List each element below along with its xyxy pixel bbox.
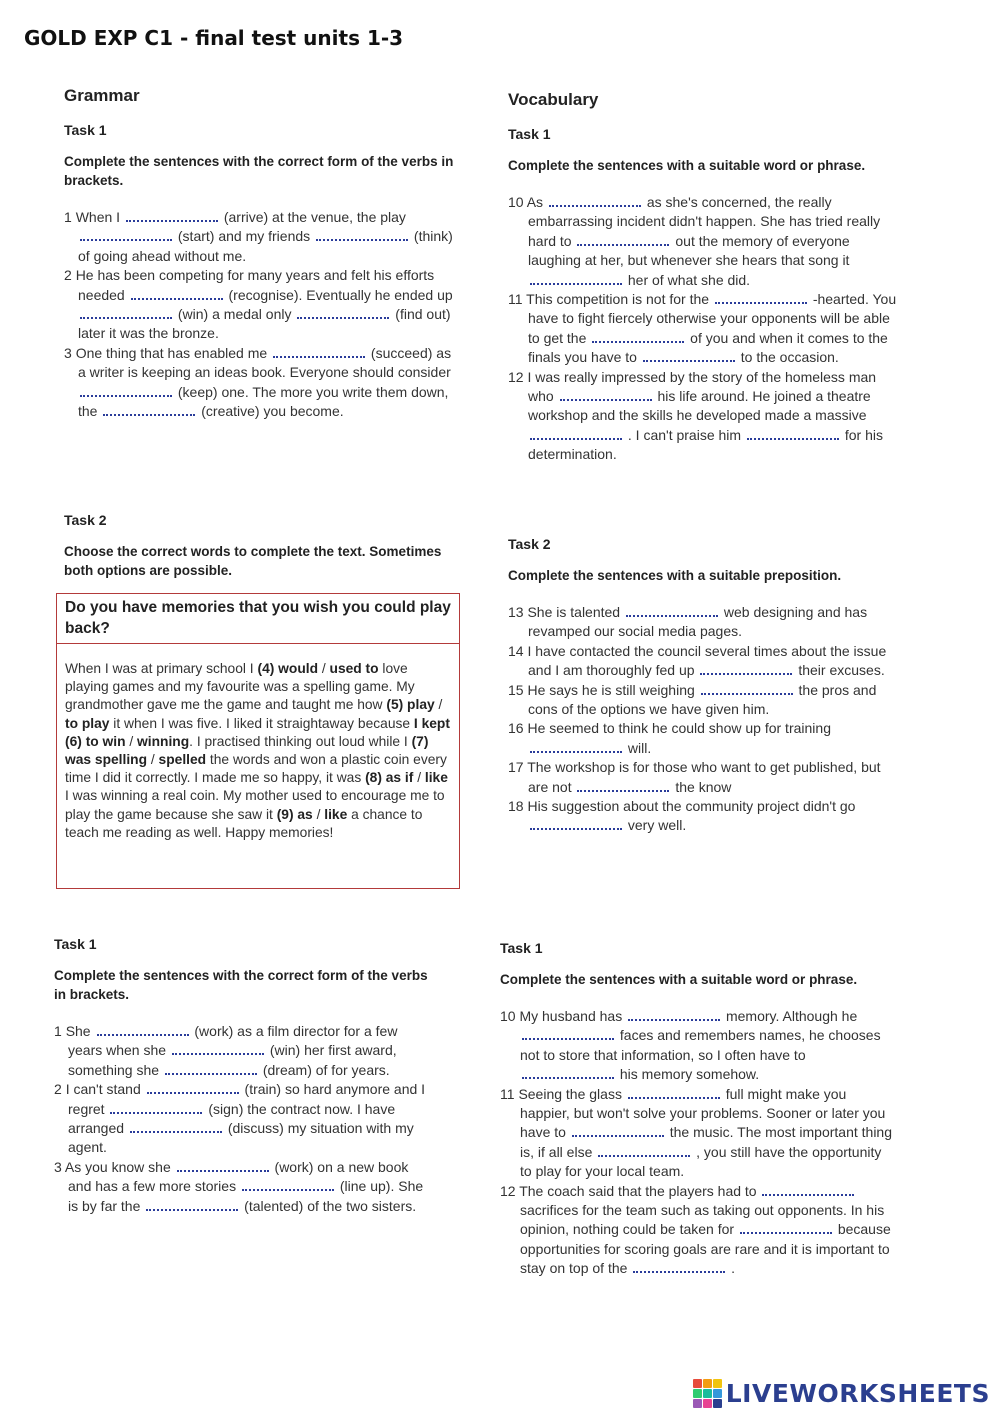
item-text: sacrifices for the team such as taking out opponents. In his opinion, nothing could be taken for	[520, 1202, 885, 1238]
exercise-item	[500, 1182, 892, 1279]
item-text: for his determination.	[528, 426, 883, 463]
answer-blank[interactable]	[147, 1081, 239, 1094]
item-text: I can't stand	[65, 1081, 145, 1098]
answer-blank[interactable]	[297, 306, 389, 319]
text-segment: love playing games and my favourite was a spelling game. My grandmother gave me the game and taught me how	[65, 661, 415, 713]
answer-blank[interactable]	[715, 291, 807, 304]
item-text: web designing and has revamped our social media pages.	[528, 604, 868, 640]
item-text: When I	[75, 209, 124, 225]
vocabulary-task1-items	[508, 193, 898, 465]
item-text: (recognise). Eventually he ended up	[224, 286, 453, 303]
item-number: 2	[54, 1081, 66, 1098]
answer-blank[interactable]	[572, 1124, 664, 1137]
item-text: (work) on a new book and has a few more stories	[68, 1158, 409, 1195]
answer-blank[interactable]	[530, 817, 622, 830]
exercise-item	[54, 1080, 434, 1158]
exercise-item	[54, 1158, 434, 1216]
answer-blank[interactable]	[80, 228, 172, 241]
exercise-item	[508, 719, 898, 758]
answer-blank[interactable]	[80, 306, 172, 319]
logo-text: LIVEWORKSHEETS	[725, 1378, 990, 1408]
text-segment: /	[318, 661, 330, 676]
answer-blank[interactable]	[560, 388, 652, 401]
answer-blank[interactable]	[530, 740, 622, 753]
answer-option[interactable]: spelled	[158, 752, 207, 768]
item-text: (talented) of the two sisters.	[240, 1197, 417, 1214]
item-text: full might make you happier, but won't solve your problems. Sooner or later you have to	[520, 1085, 886, 1141]
grammar-b-task1-label: Task 1	[54, 936, 97, 952]
logo-square	[703, 1389, 712, 1398]
item-text: My husband has	[519, 1008, 627, 1024]
item-text: faces and remembers names, he chooses not to store that information, so I often have to	[520, 1027, 881, 1063]
answer-option[interactable]: used to	[329, 661, 379, 676]
answer-blank[interactable]	[165, 1062, 257, 1075]
answer-blank[interactable]	[110, 1101, 202, 1114]
item-text: will.	[624, 739, 652, 756]
answer-blank[interactable]	[643, 349, 735, 362]
answer-blank[interactable]	[530, 272, 622, 285]
item-text: -hearted. You have to fight fiercely otherwise your opponents will be able to get the	[528, 291, 897, 346]
grammar-task2-label: Task 2	[64, 512, 107, 528]
item-number: 10	[508, 194, 527, 210]
vocabulary-task2-section	[508, 536, 898, 836]
text-segment: /	[434, 697, 443, 713]
item-text: very well.	[624, 817, 687, 834]
logo-square	[713, 1379, 722, 1388]
answer-option[interactable]: like	[424, 770, 448, 786]
exercise-item	[508, 642, 898, 681]
text-segment: a chance to teach me reading as well. Happy memories!	[65, 806, 423, 840]
item-text: to the occasion.	[736, 349, 839, 366]
grammar-heading: Grammar	[64, 86, 140, 105]
exercise-item	[508, 797, 898, 836]
item-text: (line up). She is by far the	[68, 1178, 424, 1214]
item-number: 3	[54, 1158, 65, 1175]
answer-blank[interactable]	[747, 427, 839, 440]
item-text: (arrive) at the venue, the play	[219, 209, 406, 225]
item-text: The workshop is for those who want to get published, but are not	[527, 759, 881, 795]
answer-blank[interactable]	[592, 330, 684, 343]
logo-square	[703, 1379, 712, 1388]
answer-blank[interactable]	[522, 1066, 614, 1079]
item-text: He seemed to think he could show up for training	[527, 720, 831, 737]
answer-blank[interactable]	[131, 287, 223, 300]
vocabulary-task2-label: Task 2	[508, 536, 551, 552]
answer-blank[interactable]	[80, 384, 172, 397]
reading-text-title: Do you have memories that you wish you could play back?	[57, 594, 459, 644]
grammar-task2-section	[64, 512, 456, 598]
item-number: 12	[508, 368, 528, 385]
item-text: as she's concerned, the really embarrassing incident didn't happen. She has tried really hard to	[528, 194, 881, 249]
text-segment: /	[413, 770, 425, 786]
answer-blank[interactable]	[172, 1042, 264, 1055]
text-segment: I was winning a real coin. My mother used to encourage me to play the game because she saw it	[65, 788, 445, 822]
text-segment: . I practised thinking out loud while I	[189, 733, 412, 749]
vocabulary-task2-instruction: Complete the sentences with a suitable preposition.	[508, 568, 842, 583]
item-text: (sign) the contract now. I have arranged	[68, 1100, 396, 1137]
item-number: 1	[64, 209, 76, 225]
item-number: 16	[508, 720, 528, 737]
logo-square	[693, 1389, 702, 1398]
item-number: 14	[508, 642, 528, 659]
exercise-item	[508, 368, 898, 465]
answer-blank[interactable]	[242, 1178, 334, 1191]
answer-blank[interactable]	[522, 1027, 614, 1040]
answer-blank[interactable]	[700, 662, 792, 675]
exercise-item	[500, 1007, 892, 1085]
item-text: their excuses.	[794, 662, 885, 679]
answer-blank[interactable]	[103, 403, 195, 416]
item-number: 3	[64, 344, 76, 361]
exercise-item	[64, 266, 456, 344]
grammar-task1-items	[64, 208, 456, 421]
item-text: his memory somehow.	[616, 1066, 760, 1083]
item-text: As	[526, 194, 547, 210]
item-number: 11	[500, 1085, 519, 1102]
item-text: (creative) you become.	[197, 403, 344, 420]
vocabulary-task1-instruction: Complete the sentences with a suitable word or phrase.	[508, 158, 866, 173]
item-text: (train) so hard anymore and I regret	[68, 1081, 426, 1117]
text-segment: /	[147, 752, 159, 768]
item-text: (dream) of for years.	[258, 1061, 390, 1078]
item-number: 15	[508, 681, 528, 698]
logo-icon	[693, 1379, 722, 1408]
answer-blank[interactable]	[177, 1159, 269, 1172]
grammar-b-task1-items	[54, 1022, 434, 1216]
answer-blank[interactable]	[126, 209, 218, 222]
vocabulary-section	[508, 90, 898, 465]
grammar-section	[64, 86, 456, 421]
logo-square	[703, 1399, 712, 1408]
text-segment: it when I was five. I liked it straightaway because	[109, 715, 414, 731]
item-text: Seeing the glass	[518, 1085, 626, 1102]
answer-blank[interactable]	[273, 345, 365, 358]
item-text: the pros and cons of the options we have given him.	[528, 681, 877, 718]
exercise-item	[64, 208, 456, 266]
exercise-item	[508, 758, 898, 797]
vocabulary-heading: Vocabulary	[508, 90, 599, 109]
item-text: One thing that has enabled me	[75, 344, 272, 361]
item-text: the know	[671, 778, 732, 795]
item-number: 10	[500, 1008, 520, 1024]
item-text: (win) a medal only	[174, 306, 296, 323]
answer-option[interactable]: like	[324, 806, 348, 822]
item-text: He has been competing for many years and felt his efforts needed	[75, 267, 435, 303]
vocabulary-b-task1-items	[500, 1007, 892, 1279]
grammar-b-task1-instruction: Complete the sentences with the correct form of the verbs in brackets.	[54, 968, 428, 1002]
item-text: , you still have the opportunity to play for your local team.	[520, 1143, 882, 1180]
item-text: (succeed) as a writer is keeping an ideas book. Everyone should consider	[78, 344, 452, 381]
logo-square	[713, 1389, 722, 1398]
exercise-item	[500, 1085, 892, 1182]
logo-square	[713, 1399, 722, 1408]
reading-text-body	[57, 644, 459, 842]
item-text: As you know she	[64, 1158, 175, 1175]
item-text: (keep) one. The more you write them down, the	[78, 383, 449, 420]
item-text: because opportunities for scoring goals are rare and it is important to stay on top of the	[520, 1221, 891, 1277]
exercise-item	[54, 1022, 434, 1080]
item-number: 1	[54, 1023, 66, 1039]
reading-text-box	[56, 593, 460, 889]
grammar-task2-instruction: Choose the correct words to complete the text. Sometimes both options are possible.	[64, 544, 442, 578]
answer-blank[interactable]	[530, 427, 622, 440]
item-text: (win) her first award, something she	[68, 1042, 397, 1078]
answer-option[interactable]: winning	[137, 733, 190, 749]
vocabulary-task1-label: Task 1	[508, 126, 551, 142]
vocabulary-b-section	[500, 940, 892, 1279]
answer-blank[interactable]	[701, 682, 793, 695]
logo-square	[693, 1399, 702, 1408]
item-text: He says he is still weighing	[527, 681, 699, 698]
text-segment: the words and won a plastic coin every time I did it correctly. I made me so happy, it was	[65, 752, 447, 786]
grammar-task1-instruction: Complete the sentences with the correct form of the verbs in brackets.	[64, 154, 454, 188]
item-number: 2	[64, 267, 76, 284]
item-text: She	[65, 1023, 95, 1039]
item-text: out the memory of everyone laughing at her, but whenever she hears that song it	[528, 232, 850, 269]
item-text: This competition is not for the	[526, 291, 713, 308]
item-text: (think) of going ahead without me.	[78, 228, 453, 264]
answer-blank[interactable]	[628, 1086, 720, 1099]
answer-blank[interactable]	[97, 1023, 189, 1036]
item-text: (start) and my friends	[174, 228, 315, 245]
item-text: His suggestion about the community project didn't go	[527, 798, 856, 815]
logo-square	[693, 1379, 702, 1388]
item-text: She is talented	[527, 604, 624, 620]
answer-option[interactable]: to play	[65, 715, 110, 731]
vocabulary-b-task1-label: Task 1	[500, 940, 543, 956]
item-text: his life around. He joined a theatre workshop and the skills he developed made a massive	[528, 388, 871, 424]
answer-blank[interactable]	[598, 1144, 690, 1157]
answer-option[interactable]: (9) as	[276, 806, 313, 822]
answer-blank[interactable]	[762, 1183, 854, 1196]
text-segment: /	[125, 733, 138, 749]
answer-option[interactable]: (4) would	[257, 661, 319, 676]
answer-option[interactable]: I kept (6) to win	[65, 715, 450, 749]
exercise-item	[508, 290, 898, 368]
item-number: 17	[508, 759, 528, 776]
text-segment: /	[312, 806, 325, 822]
item-text: (find out) later it was the bronze.	[78, 306, 451, 342]
item-text: (work) as a film director for a few years when she	[68, 1023, 398, 1059]
answer-blank[interactable]	[549, 194, 641, 207]
answer-blank[interactable]	[130, 1120, 222, 1133]
answer-blank[interactable]	[577, 233, 669, 246]
answer-blank[interactable]	[316, 228, 408, 241]
item-text: I was really impressed by the story of the homeless man who	[527, 368, 877, 405]
item-text: (discuss) my situation with my agent.	[68, 1120, 414, 1156]
answer-option[interactable]: (8) as if	[365, 770, 414, 786]
page-title: GOLD EXP C1 - final test units 1-3	[24, 26, 404, 50]
item-number: 11	[508, 291, 527, 308]
exercise-item	[508, 603, 898, 642]
item-number: 12	[500, 1182, 520, 1199]
grammar-b-section	[54, 936, 434, 1216]
grammar-task1-label: Task 1	[64, 122, 107, 138]
liveworksheets-logo[interactable]	[693, 1376, 990, 1410]
item-text: the music. The most important thing is, if all else	[520, 1124, 893, 1160]
item-number: 18	[508, 798, 528, 815]
item-number: 13	[508, 604, 528, 620]
answer-blank[interactable]	[146, 1198, 238, 1211]
item-text: .	[727, 1260, 736, 1277]
item-text: . I can't praise him	[624, 426, 745, 443]
answer-blank[interactable]	[577, 779, 669, 792]
answer-blank[interactable]	[633, 1260, 725, 1273]
answer-option[interactable]: (7) was spelling	[65, 733, 429, 768]
item-text: The coach said that the players had to	[519, 1182, 761, 1199]
exercise-item	[508, 193, 898, 290]
item-text: her of what she did.	[624, 271, 751, 288]
text-segment: When I was at primary school I	[65, 661, 258, 676]
exercise-item	[508, 681, 898, 720]
item-text: memory. Although he	[722, 1008, 858, 1024]
answer-blank[interactable]	[740, 1221, 832, 1234]
answer-blank[interactable]	[626, 604, 718, 617]
item-text: I have contacted the council several times about the issue and I am thoroughly fed up	[527, 642, 887, 679]
vocabulary-b-task1-instruction: Complete the sentences with a suitable word or phrase.	[500, 972, 858, 987]
vocabulary-task2-items	[508, 603, 898, 836]
item-text: of you and when it comes to the finals you have to	[528, 329, 888, 366]
answer-option[interactable]: (5) play	[386, 697, 435, 713]
answer-blank[interactable]	[628, 1008, 720, 1021]
exercise-item	[64, 344, 456, 422]
